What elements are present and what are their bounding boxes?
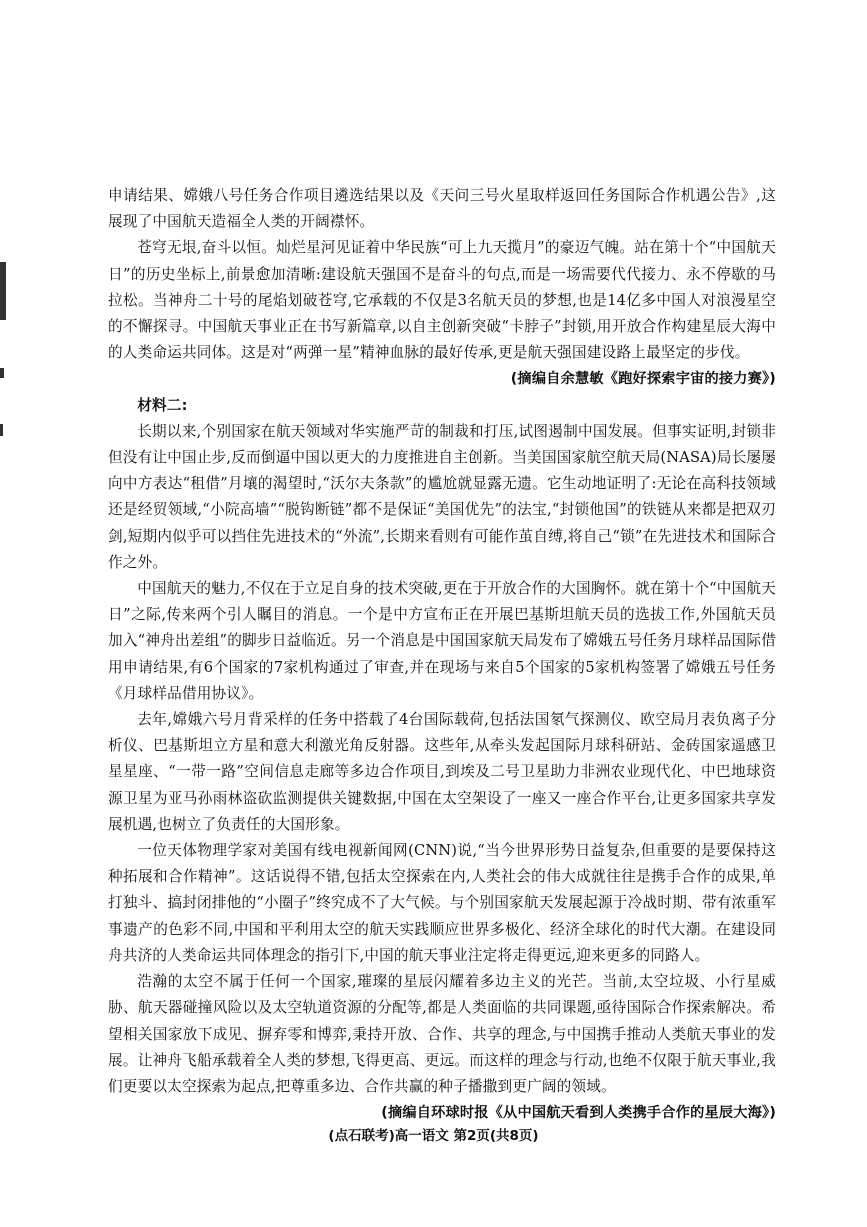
source-citation-two: (摘编自环球时报《从中国航天看到人类携手合作的星辰大海》) xyxy=(381,1105,776,1122)
paragraph: 浩瀚的太空不属于任何一个国家,璀璨的星辰闪耀着多边主义的光芒。当前,太空垃圾、小行星威胁、航天器碰撞风险以及太空轨道资源的分配等,都是人类面临的共同课题,亟待国际合作探索解决。希望相关国家放下成见、摒弃零和博弈,秉持开放、合作、共享的理念,与中国携手推动人类航天事业的发展。让神舟飞船承载着全人类的梦想,飞得更高、更远。而这样的理念与行动,也绝不仅限于航天事业,我们更要以太空探索为起点,把尊重多边、合作共赢的种子播撒到更广阔的领域。 xyxy=(108,973,776,1095)
paragraph-continued: 申请结果、嫦娥八号任务合作项目遴选结果以及《天问三号火星取样返回任务国际合作机遇公告》,这展现了中国航天造福全人类的开阔襟怀。 xyxy=(108,187,776,231)
material-two-heading: 材料二: xyxy=(137,396,188,414)
scan-edge-mark xyxy=(0,368,4,378)
paragraph: 长期以来,个别国家在航天领域对华实施严苛的制裁和打压,试图遏制中国发展。但事实证明,封锁非但没有让中国止步,反而倒逼中国以更大的力度推进自主创新。当美国国家航空航天局(NASA)局长屡屡向中方表达“租借”月壤的渴望时,“沃尔夫条款”的尴尬就显露无遗。它生动地证明了:无论在高科技领域还是经贸领域,“小院高墙”“脱钩断链”都不是保证“美国优先”的法宝,“封锁他国”的铁链从来都是把双刃剑,短期内似乎可以挡住先进技术的“外流”,长期来看则有可能作茧自缚,将自己“锁”在先进技术和国际合作之外。 xyxy=(108,422,776,571)
paragraph: 中国航天的魅力,不仅在于立足自身的技术突破,更在于开放合作的大国胸怀。就在第十个“中国航天日”之际,传来两个引人瞩目的消息。一个是中方宣布正在开展巴基斯坦航天员的选拔工作,外国航天员加入“神舟出差组”的脚步日益临近。另一个消息是中国国家航天局发布了嫦娥五号任务月球样品国际借用申请结果,有6个国家的7家机构通过了审查,并在现场与来自5个国家的5家机构签署了嫦娥五号任务《月球样品借用协议》。 xyxy=(108,580,776,702)
scan-edge-mark xyxy=(0,262,6,320)
paragraph: 苍穹无垠,奋斗以恒。灿烂星河见证着中华民族“可上九天揽月”的豪迈气魄。站在第十个“中国航天日”的历史坐标上,前景愈加清晰:建设航天强国不是奋斗的句点,而是一场需要代代接力、永不停歇的马拉松。当神舟二十号的尾焰划破苍穹,它承载的不仅是3名航天员的梦想,也是14亿多中国人对浪漫星空的不懈探寻。中国航天事业正在书写新篇章,以自主创新突破“卡脖子”封锁,用开放合作构建星辰大海中的人类命运共同体。这是对“两弹一星”精神血脉的最好传承,更是航天强国建设路上最坚定的步伐。 xyxy=(108,239,776,362)
source-citation-one: (摘编自余慧敏《跑好探索宇宙的接力赛》) xyxy=(510,371,776,388)
paragraph: 去年,嫦娥六号月背采样的任务中搭载了4台国际载荷,包括法国氡气探测仪、欧空局月表负离子分析仪、巴基斯坦立方星和意大利激光角反射器。这些年,从牵头发起国际月球科研站、金砖国家遥感卫星星座、“一带一路”空间信息走廊等多边合作项目,到埃及二号卫星助力非洲农业现代化、中巴地球资源卫星为亚马孙雨林盗砍监测提供关键数据,中国在太空架设了一座又一座合作平台,让更多国家共享发展机遇,也树立了负责任的大国形象。 xyxy=(108,711,776,833)
page-footer: (点石联考)高一语文 第2页(共8页) xyxy=(328,1128,539,1144)
scan-edge-mark xyxy=(0,424,3,436)
document-body xyxy=(108,183,776,1126)
paragraph: 一位天体物理学家对美国有线电视新闻网(CNN)说,“当今世界形势日益复杂,但重要的是要保持这种拓展和合作精神”。这话说得不错,包括太空探索在内,人类社会的伟大成就往往是携手合作的成果,单打独斗、搞封闭排他的“小圈子”终究成不了大气候。与个别国家航天发展起源于冷战时期、带有浓重军事遗产的色彩不同,中国和平利用太空的航天实践顺应世界多极化、经济全球化的时代大潮。在建设同舟共济的人类命运共同体理念的指引下,中国的航天事业注定将走得更远,迎来更多的同路人。 xyxy=(108,842,776,964)
